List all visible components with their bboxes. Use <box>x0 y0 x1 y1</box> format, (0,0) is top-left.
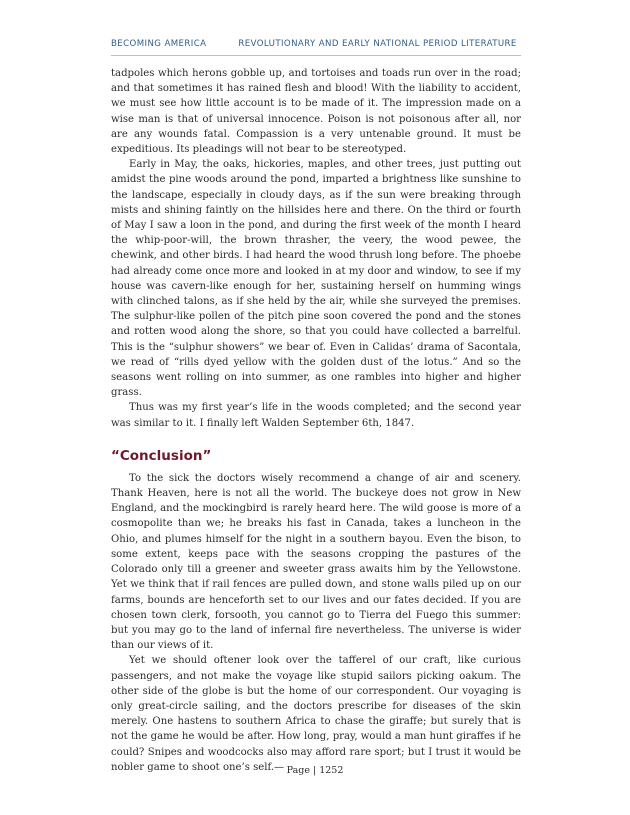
running-header <box>111 39 517 49</box>
paragraph-tafferel: Yet we should oftener look over the tafferel of our craft, like curious passengers, and not make the voyage like stupid sailors picking oakum. The other side of the globe is but the home of our correspondent. Our voyaging is only great-circle sailing, and the doctors prescribe for diseases of the skin merely. One hastens to southern Africa to chase the giraffe; but surely that is not the game he would be after. How long, pray, would a man hunt giraffes if he could? Snipes and woodcocks also may afford rare sport; but I trust it would be nobler game to shoot one’s self.— <box>111 655 521 773</box>
section-heading-conclusion: “Conclusion” <box>111 447 212 464</box>
page-number: Page | 1252 <box>286 765 344 776</box>
header-rule <box>111 55 521 56</box>
paragraph-continuation: tadpoles which herons gobble up, and tortoises and toads run over in the road; and that sometimes it has rained flesh and blood! With the liability to accident, we must see how little account is to be made of it. The impression made on a wise man is that of universal innocence. Poison is not poisonous after all, nor are any wounds fatal. Compassion is a very untenable ground. It must be expeditious. Its pleadings will not bear to be stereotyped. <box>111 68 521 156</box>
paragraph-early-may: Early in May, the oaks, hickories, maples, and other trees, just putting out amidst the pine woods around the pond, imparted a brightness like sunshine to the landscape, especially in cloudy days, as if the sun were breaking through mists and shining faintly on the hillsides here and there. On the third or fourth of May I saw a loon in the pond, and during the first week of the month I heard the whip-poor-will, the brown thrasher, the veery, the wood pewee, the chewink, and other birds. I had heard the wood thrush long before. The phoebe had already come once more and looked in at my door and window, to see if my house was cavern-like enough for her, sustaining herself on humming wings with clinched talons, as if she held by the air, while she surveyed the premises. The sulphur-like pollen of the pitch pine soon covered the pond and the stones and rotten wood along the shore, so that you could have collected a barrelful. This is the “sulphur showers” we bear of. Even in Calidas’ drama of Sacontala, we read of “rills dyed yellow with the golden dust of the lotus.” And so the seasons went rolling on into summer, as one rambles into higher and higher grass. <box>111 159 521 399</box>
page-body <box>111 66 521 775</box>
header-section-title: REVOLUTIONARY AND EARLY NATIONAL PERIOD LITERATURE <box>238 39 517 49</box>
paragraph-change-of-air: To the sick the doctors wisely recommend a change of air and scenery. Thank Heaven, here is not all the world. The buckeye does not grow in New England, and the mockingbird is rarely heard here. The wild goose is more of a cosmopolite than we; he breaks his fast in Canada, takes a luncheon in the Ohio, and plumes himself for the night in a southern bayou. Even the bison, to some extent, keeps pace with the seasons cropping the pastures of the Colorado only till a greener and sweeter grass awaits him by the Yellowstone. Yet we think that if rail fences are pulled down, and stone walls piled up on our farms, bounds are henceforth set to our lives and our fates decided. If you are chosen town clerk, forsooth, you cannot go to Tierra del Fuego this summer: but you may go to the land of infernal fire nevertheless. The universe is wider than our views of it. <box>111 472 521 652</box>
header-book-title: BECOMING AMERICA <box>111 39 207 49</box>
paragraph-first-year: Thus was my first year’s life in the woods completed; and the second year was similar to it. I finally left Walden September 6th, 1847. <box>111 402 521 429</box>
